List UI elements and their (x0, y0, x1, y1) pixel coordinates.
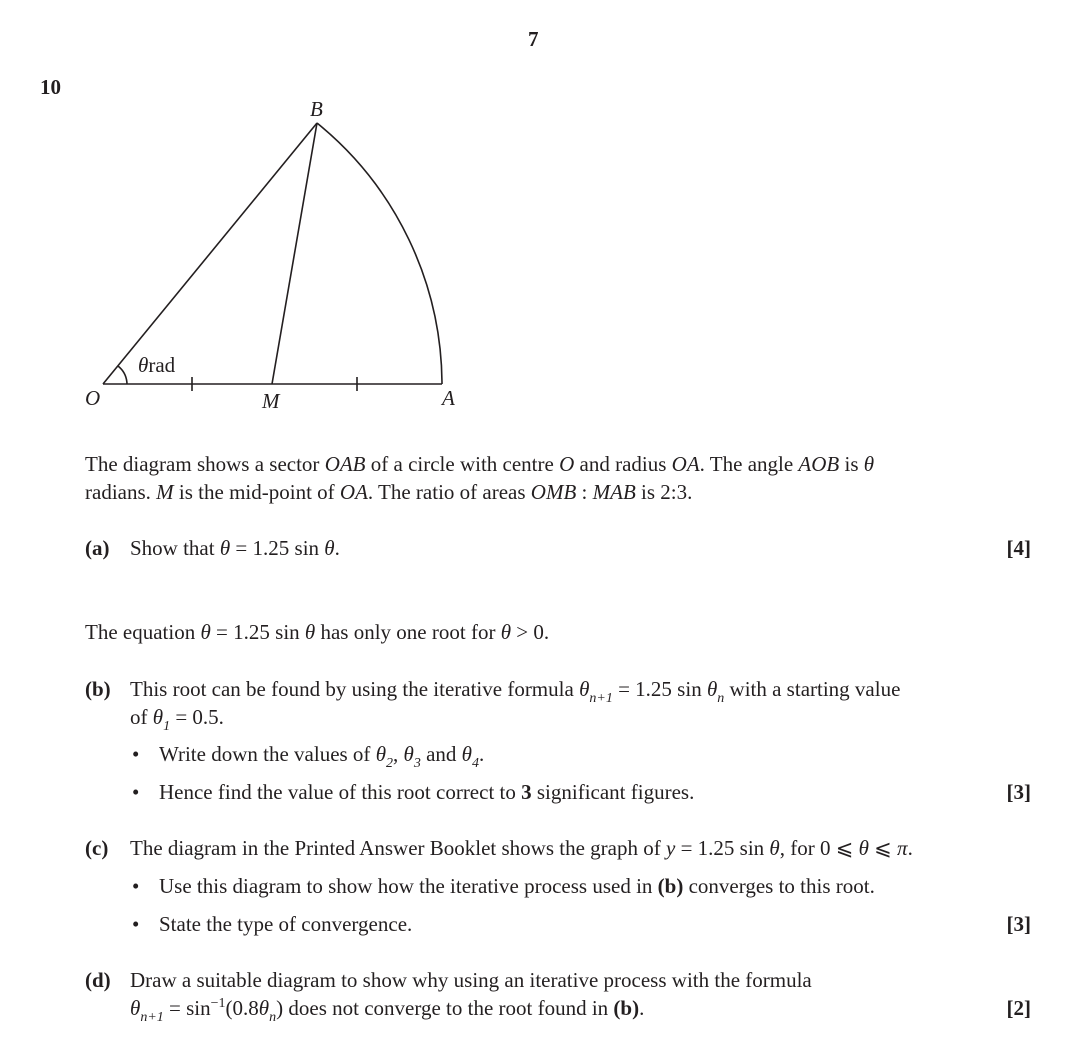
label-b: B (310, 97, 323, 121)
bullet: • (132, 742, 140, 766)
question-number: 10 (40, 75, 61, 99)
sector-diagram (0, 0, 1091, 430)
part-a-marks: [4] (1006, 536, 1031, 560)
page-number: 7 (528, 27, 539, 51)
label-a: A (442, 386, 455, 410)
part-a-text: Show that θ = 1.25 sin θ. (130, 536, 340, 560)
root-statement: The equation θ = 1.25 sin θ has only one root for θ > 0. (85, 620, 550, 644)
arc-ab (317, 123, 442, 384)
line-mb (272, 123, 317, 384)
part-d-line-2: $\theta_{n+1} = \sin^{-1}(0.8\theta_n)$ does not converge to the root found in (b). (130, 996, 645, 1025)
part-c-bullet-2: State the type of convergence. (159, 912, 413, 936)
part-b-bullet-1: Write down the values of $\theta_2$, $\theta_3$ and $\theta_4$. (159, 742, 485, 771)
part-b-bullet-2: Hence find the value of this root correct to 3 significant figures. (159, 780, 695, 804)
part-c-line-1: The diagram in the Printed Answer Booklet shows the graph of y = 1.25 sin θ, for 0 ⩽ θ ⩽ π. (130, 836, 913, 860)
part-c-label: (c) (85, 836, 109, 860)
part-c-marks: [3] (1006, 912, 1031, 936)
part-d-line-1: Draw a suitable diagram to show why using an iterative process with the formula (130, 968, 812, 992)
intro-line-2: radians. M is the mid-point of OA. The ratio of areas OMB : MAB is 2:3. (85, 480, 693, 504)
bullet: • (132, 780, 140, 804)
part-b-line-2: of $\theta_1 = 0.5$. (130, 705, 224, 734)
part-d-marks: [2] (1006, 996, 1031, 1020)
angle-arc (118, 366, 127, 384)
part-b-line-1: This root can be found by using the iterative formula $\theta_{n+1} = 1.25$ $\sin \theta_n$ with a starting value (130, 677, 901, 706)
label-o: O (85, 386, 101, 410)
part-d-label: (d) (85, 968, 111, 992)
bullet: • (132, 874, 140, 898)
angle-label: θrad (138, 353, 176, 377)
part-b-label: (b) (85, 677, 111, 701)
bullet: • (132, 912, 140, 936)
label-m: M (262, 389, 280, 413)
line-ob (103, 123, 317, 384)
intro-line-1: The diagram shows a sector OAB of a circle with centre O and radius OA. The angle AOB is θ (85, 452, 875, 476)
part-b-marks: [3] (1006, 780, 1031, 804)
part-c-bullet-1: Use this diagram to show how the iterative process used in (b) converges to this root. (159, 874, 875, 898)
part-a-label: (a) (85, 536, 110, 560)
